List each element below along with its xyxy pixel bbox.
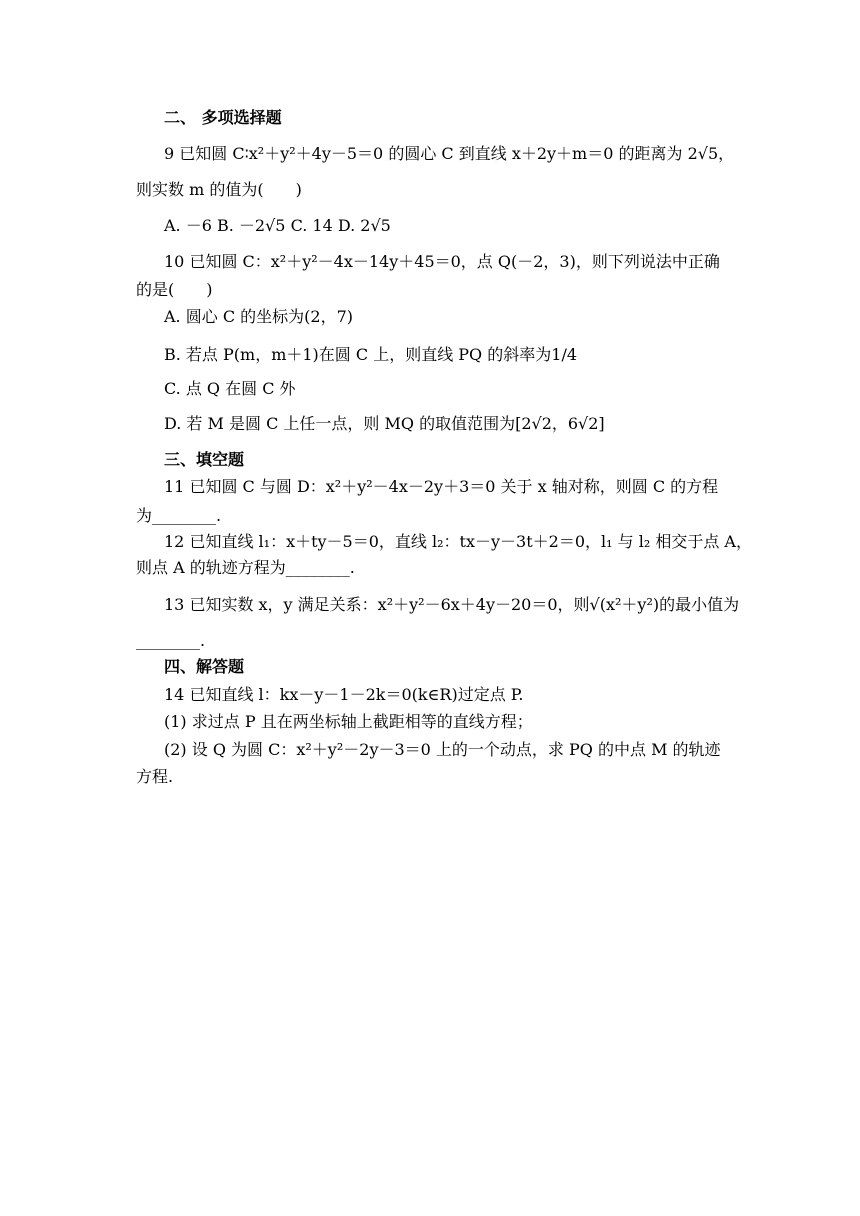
question-10-line-1: 10 已知圆 C：x²＋y²－4x－14y＋45＝0，点 Q(－2，3)，则下列说法中正确 bbox=[164, 252, 720, 271]
question-14-part-1: (1) 求过点 P 且在两坐标轴上截距相等的直线方程； bbox=[164, 712, 533, 731]
question-14-part-2-continued: 方程. bbox=[136, 767, 174, 786]
question-10-option-a: A. 圆心 C 的坐标为(2，7) bbox=[164, 307, 353, 326]
question-10-option-c: C. 点 Q 在圆 C 外 bbox=[164, 379, 296, 398]
section-heading-fill-in: 三、填空题 bbox=[164, 450, 245, 469]
question-10-option-d: D. 若 M 是圆 C 上任一点，则 MQ 的取值范围为[2√2，6√2] bbox=[164, 414, 605, 433]
section-heading-solutions: 四、解答题 bbox=[164, 657, 245, 676]
question-14-part-2: (2) 设 Q 为圆 C：x²＋y²－2y－3＝0 上的一个动点，求 PQ 的中点 M 的轨迹 bbox=[164, 740, 721, 759]
question-13-line-1: 13 已知实数 x，y 满足关系：x²＋y²－6x＋4y－20＝0，则√(x²＋y²)的最小值为 bbox=[164, 595, 740, 614]
question-10-line-2: 的是( ) bbox=[136, 280, 213, 299]
question-12-line-2: 则点 A 的轨迹方程为________. bbox=[136, 558, 355, 577]
question-11-line-2: 为________. bbox=[136, 506, 222, 525]
question-9-line-2: 则实数 m 的值为( ) bbox=[136, 180, 302, 199]
question-9-options: A. －6 B. －2√5 C. 14 D. 2√5 bbox=[164, 216, 391, 235]
question-10-option-b: B. 若点 P(m，m＋1)在圆 C 上，则直线 PQ 的斜率为1/4 bbox=[164, 345, 578, 364]
question-9-line-1: 9 已知圆 C∶x²＋y²＋4y－5＝0 的圆心 C 到直线 x＋2y＋m＝0 的距离为 2√5， bbox=[164, 144, 735, 163]
question-13-line-2: ________. bbox=[136, 631, 206, 650]
section-heading-multiple-choice: 二、 多项选择题 bbox=[164, 108, 282, 127]
question-12-line-1: 12 已知直线 l₁：x＋ty－5＝0，直线 l₂：tx－y－3t＋2＝0，l₁ 与 l₂ 相交于点 A， bbox=[164, 532, 752, 551]
question-14-line-1: 14 已知直线 l：kx－y－1－2k＝0(k∈R)过定点 P. bbox=[164, 685, 524, 704]
question-11-line-1: 11 已知圆 C 与圆 D：x²＋y²－4x－2y＋3＝0 关于 x 轴对称，则圆 C 的方程 bbox=[164, 477, 719, 496]
